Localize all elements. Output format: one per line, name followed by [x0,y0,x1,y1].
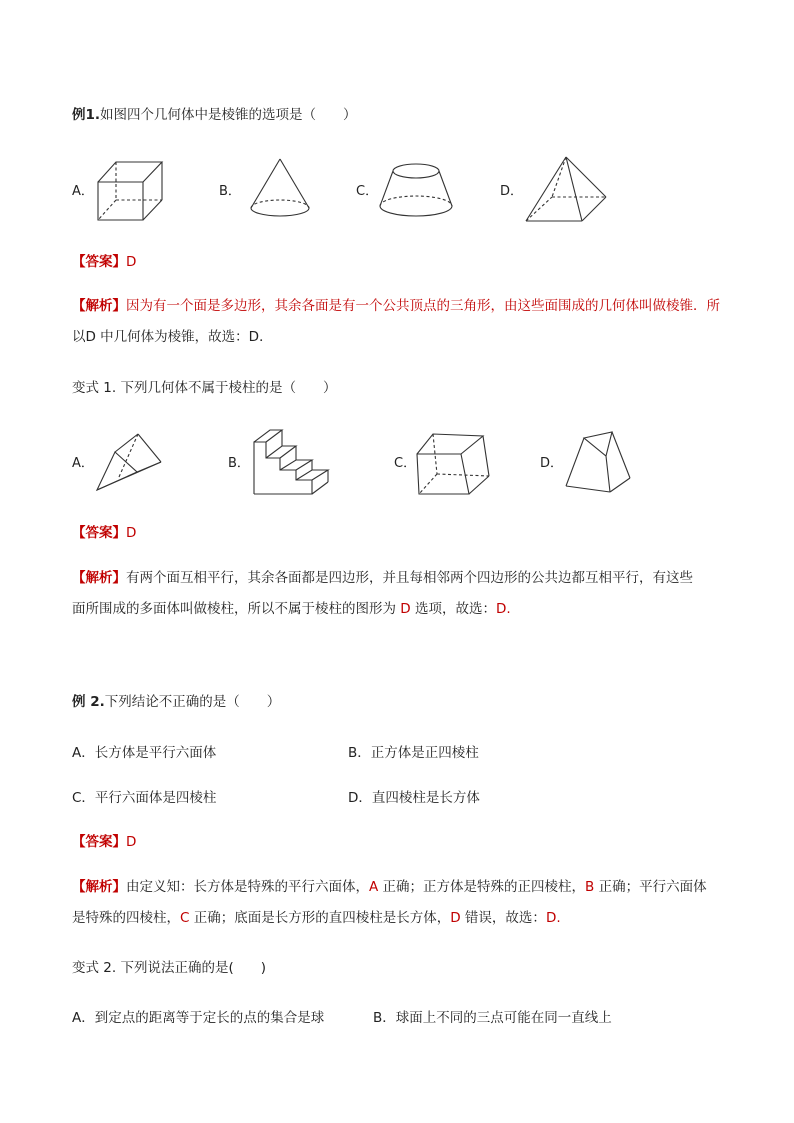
ex1-analysis-line2 [72,327,273,347]
ex1-option-a-label: A． [72,184,94,199]
var2-question-text: 下列说法正确的是( ) [116,960,266,976]
ex1-question-text: 如图四个几何体中是棱锥的选项是（ ） [100,107,357,123]
ex1-option-d-label: D． [500,184,524,199]
var1-analysis-line2 [72,599,511,619]
ex2-analysis-line2 [72,908,561,928]
var2-label: 变式 2. [72,960,117,976]
var1-answer-tag: 【答案】 [72,525,126,541]
triangular-prism-icon [95,432,165,494]
pyramid-icon [522,155,608,223]
ex2-answer [72,832,136,852]
ex1-analysis-text1: 因为有一个面是多边形，其余各面是有一个公共顶点的三角形，由这些面围成的几何体叫做棱锥．所 [126,298,720,314]
frustum-solid-icon [562,430,634,494]
var1-analysis-text2a: 面所围成的多面体叫做棱柱，所以不属于棱柱的图形为 [72,601,401,617]
ex2-label: 例 2. [72,694,105,710]
var1-question-text: 下列几何体不属于棱柱的是（ ） [116,380,337,396]
ex2-analysis-a2: A [369,879,379,895]
ex2-analysis-b2: C [180,910,190,926]
ex2-answer-tag: 【答案】 [72,834,126,850]
var1-option-b-label: B． [228,456,250,471]
ex2-question-text: 下列结论不正确的是（ ） [104,694,281,710]
var2-question [72,958,266,978]
ex2-analysis-tag: 【解析】 [72,879,126,895]
ex2-analysis-b5: 错误，故选： [460,910,546,926]
var1-option-c-label: C． [394,456,417,471]
ex1-label: 例1. [72,107,101,123]
var1-analysis-text2d: D. [496,601,511,617]
ex2-analysis-a1: 由定义知：长方体是特殊的平行六面体， [126,879,369,895]
var2-option-b: B．球面上不同的三点可能在同一直线上 [373,1010,612,1026]
stair-prism-icon [250,428,332,496]
var1-analysis-line1 [72,568,693,588]
ex2-analysis-a4: B [585,879,595,895]
ex1-analysis-text2: 以D 中几何体为棱锥，故选：D． [72,329,273,345]
ex1-option-c-label: C． [356,184,379,199]
ex1-question [72,105,357,125]
ex2-option-a: A．长方体是平行六面体 [72,745,217,761]
var1-analysis-tag: 【解析】 [72,570,126,586]
ex1-option-b-label: B． [219,184,241,199]
var1-answer-value: D [126,525,137,541]
var2-option-a: A．到定点的距离等于定长的点的集合是球 [72,1010,325,1026]
ex2-analysis-line1 [72,877,707,897]
ex2-option-d: D．直四棱柱是长方体 [348,790,480,806]
ex2-question [72,692,280,712]
ex1-answer-value: D [126,254,137,270]
cube-icon [96,160,166,222]
ex2-analysis-b6: D. [545,910,561,926]
ex2-analysis-b4: D [450,910,461,926]
var1-question [72,378,336,398]
ex2-analysis-b3: 正确；底面是长方形的直四棱柱是长方体， [189,910,451,926]
ex1-analysis-line1 [72,296,720,316]
ex2-analysis-a5: 正确；平行六面体 [594,879,707,895]
ex2-analysis-b1: 是特殊的四棱柱， [72,910,180,926]
cone-icon [248,157,312,219]
ex2-answer-value: D [126,834,137,850]
var1-label: 变式 1. [72,380,117,396]
var1-analysis-text1: 有两个面互相平行，其余各面都是四边形，并且每相邻两个四边形的公共边都互相平行，有这些 [126,570,693,586]
ex2-option-c: C．平行六面体是四棱柱 [72,790,217,806]
var1-analysis-text2c: 选项，故选： [410,601,496,617]
oblique-prism-icon [413,430,493,496]
ex2-option-b: B．正方体是正四棱柱 [348,745,479,761]
var1-option-a-label: A． [72,456,94,471]
ex1-analysis-tag: 【解析】 [72,298,126,314]
ex2-analysis-a3: 正确；正方体是特殊的正四棱柱， [378,879,586,895]
ex1-answer [72,252,136,272]
var1-option-d-label: D． [540,456,564,471]
var1-answer [72,523,136,543]
ex1-answer-tag: 【答案】 [72,254,126,270]
frustum-icon [377,162,455,220]
var1-analysis-text2b: D [400,601,411,617]
